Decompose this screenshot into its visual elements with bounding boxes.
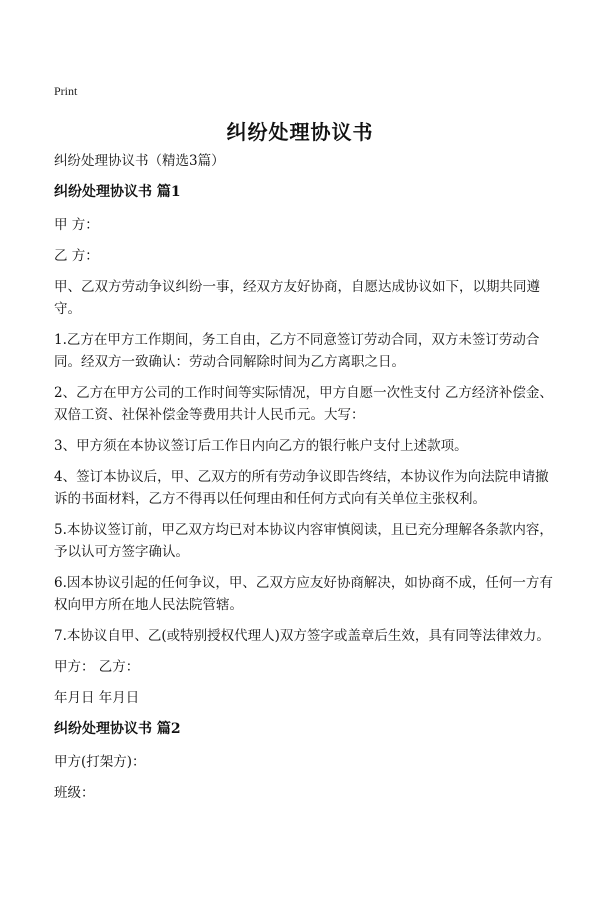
agreement-intro: 甲、乙双方劳动争议纠纷一事，经双方友好协商，自愿达成协议如下，以期共同遵守。 bbox=[54, 279, 540, 317]
document-subtitle: 纠纷处理协议书（精选3篇） bbox=[54, 153, 225, 169]
party-a-fighter-line: 甲方(打架方)： bbox=[54, 754, 146, 770]
print-link[interactable]: Print bbox=[54, 84, 78, 98]
party-b-line: 乙 方： bbox=[54, 248, 99, 264]
clause-7: 7.本协议自甲、乙(或特别授权代理人)双方签字或盖章后生效，具有同等法律效力。 bbox=[54, 628, 550, 644]
class-line: 班级： bbox=[54, 785, 95, 801]
section-heading-1: 纠纷处理协议书 篇1 bbox=[54, 184, 181, 200]
date-line: 年月日 年月日 bbox=[54, 690, 140, 706]
section-heading-2: 纠纷处理协议书 篇2 bbox=[54, 721, 181, 737]
clause-1: 1.乙方在甲方工作期间，务工自由，乙方不同意签订劳动合同，双方未签订劳动合同。经双方一致确认：劳动合同解除时间为乙方离职之日。 bbox=[54, 332, 540, 370]
clause-6: 6.因本协议引起的任何争议，甲、乙双方应友好协商解决，如协商不成，任何一方有权向甲方所在地人民法院管辖。 bbox=[54, 575, 553, 613]
clause-4: 4、签订本协议后，甲、乙双方的所有劳动争议即告终结，本协议作为向法院申请撤诉的书面材料，乙方不得再以任何理由和任何方式向有关单位主张权利。 bbox=[54, 469, 549, 507]
clause-5: 5.本协议签订前，甲乙双方均已对本协议内容审慎阅读，且已充分理解各条款内容，予以认可方签字确认。 bbox=[54, 522, 553, 560]
signature-line: 甲方： 乙方： bbox=[54, 659, 140, 675]
party-a-line: 甲 方： bbox=[54, 217, 99, 233]
clause-2: 2、乙方在甲方公司的工作时间等实际情况，甲方自愿一次性支付 乙方经济补偿金、双倍工资、社保补偿金等费用共计人民币元。大写： bbox=[54, 385, 553, 423]
clause-3: 3、甲方须在本协议签订后工作日内向乙方的银行帐户支付上述款项。 bbox=[54, 438, 468, 454]
document-body bbox=[54, 150, 554, 813]
document-title: 纠纷处理协议书 bbox=[226, 120, 374, 144]
